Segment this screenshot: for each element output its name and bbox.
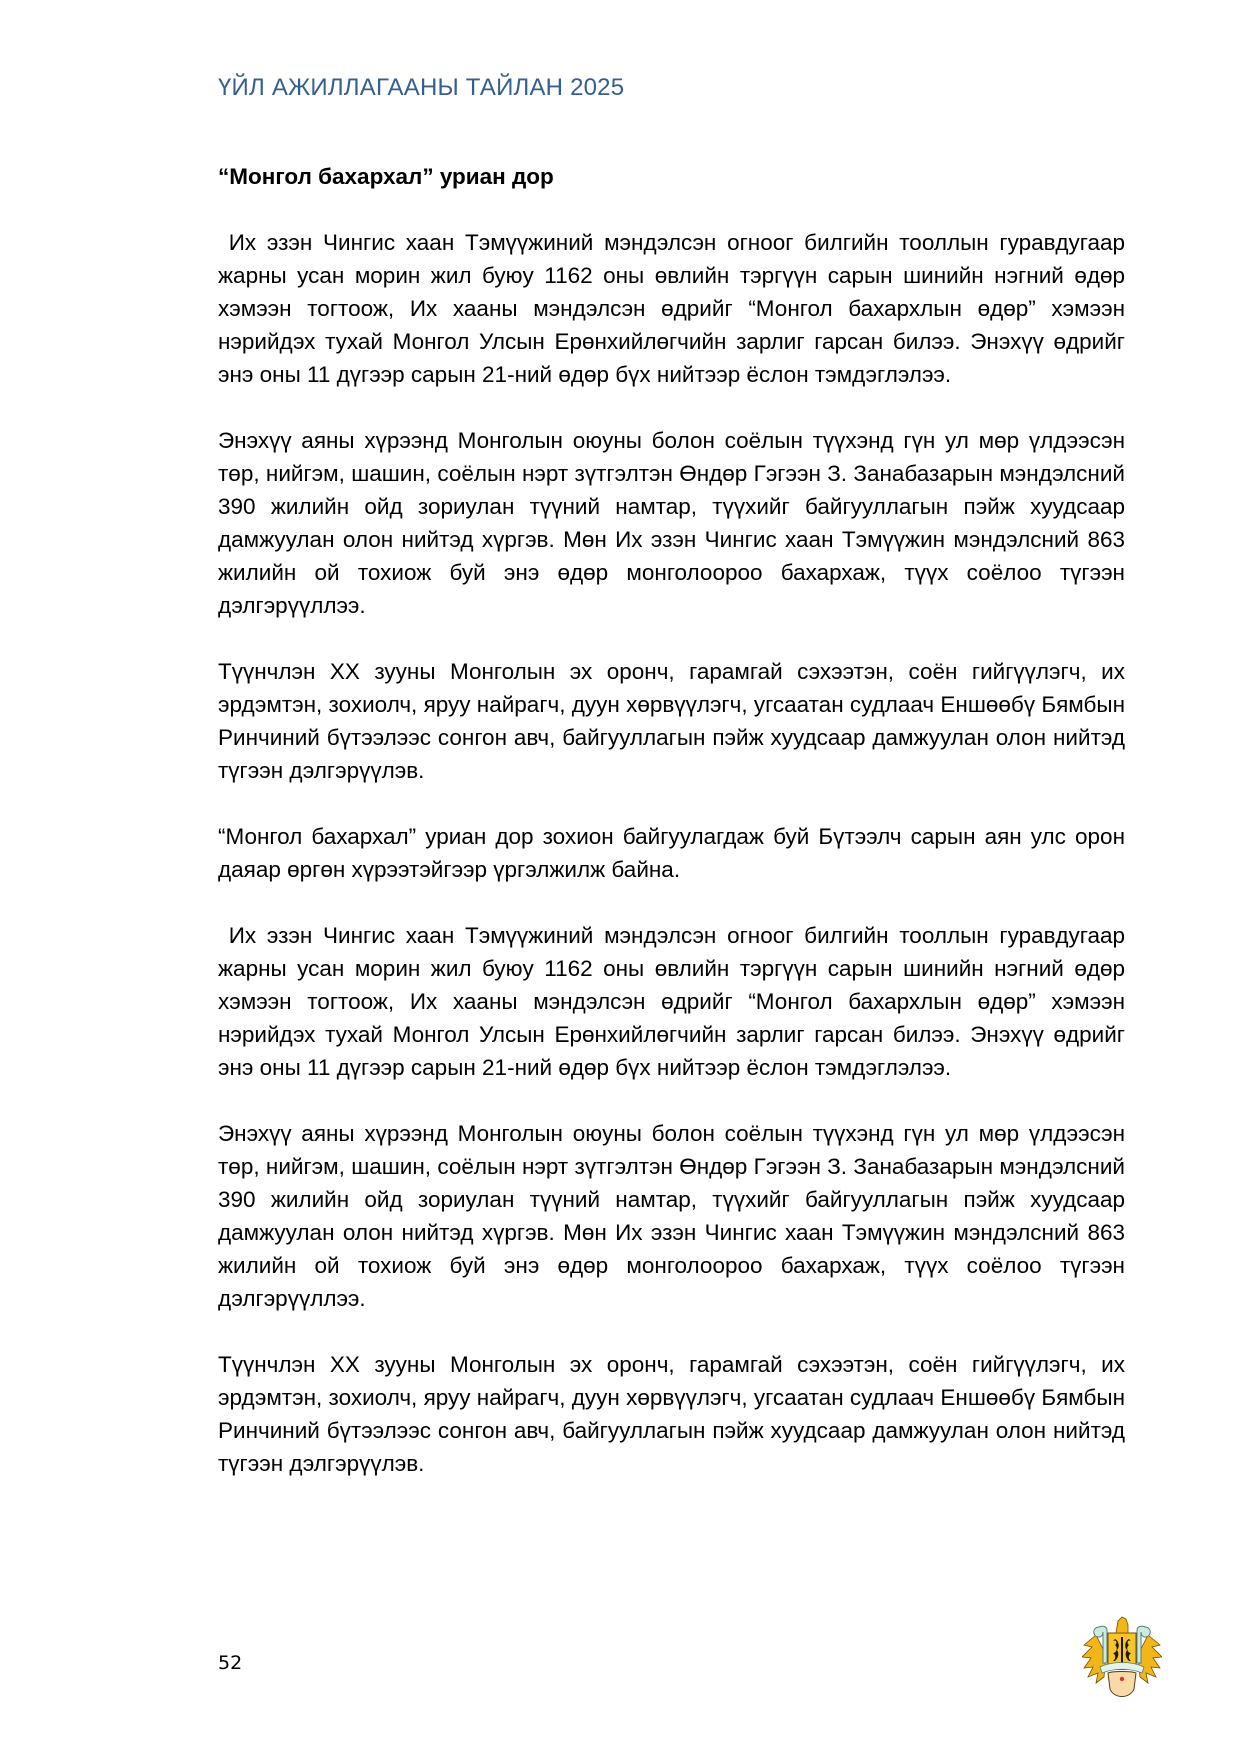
running-header: ҮЙЛ АЖИЛЛАГААНЫ ТАЙЛАН 2025 (218, 74, 625, 101)
section-heading: “Монгол бахархал” уриан дор (218, 164, 554, 189)
paragraph: Их эзэн Чингис хаан Тэмүүжиний мэндэлсэн огноог билгийн тооллын гуравдугаар жарны усан морин жил буюу 1162 оны өвлийн тэргүүн сарын шинийн нэгний өдөр хэмээн тогтоож, Их хааны мэндэлсэн өдрийг “Монгол бахархлын өдөр” хэмээн нэрийдэх тухай Монгол Улсын Ерөнхийлөгчийн зарлиг гарсан билээ. Энэхүү өдрийг энэ оны 11 дүгээр сарын 21-ний өдөр бүх нийтээр ёслон тэмдэглэлээ. (218, 923, 1132, 1080)
paragraph: Энэхүү аяны хүрээнд Монголын оюуны болон соёлын түүхэнд гүн ул мөр үлдээсэн төр, нийгэм, шашин, соёлын нэрт зүтгэлтэн Өндөр Гэгээн З. Занабазарын мэндэлсний 390 жилийн ойд зориулан түүний намтар, түүхийг байгууллагын пэйж хуудсаар дамжуулан олон нийтэд хүргэв. Мөн Их эзэн Чингис хаан Тэмүүжин мэндэлсний 863 жилийн ой тохиож буй энэ өдөр монголоороо бахархаж, түүх соёлоо түгээн дэлгэрүүллээ. (218, 1121, 1125, 1311)
organization-emblem-icon (1082, 1615, 1162, 1705)
paragraph: Их эзэн Чингис хаан Тэмүүжиний мэндэлсэн огноог билгийн тооллын гуравдугаар жарны усан морин жил буюу 1162 оны өвлийн тэргүүн сарын шинийн нэгний өдөр хэмээн тогтоож, Их хааны мэндэлсэн өдрийг “Монгол бахархлын өдөр” хэмээн нэрийдэх тухай Монгол Улсын Ерөнхийлөгчийн зарлиг гарсан билээ. Энэхүү өдрийг энэ оны 11 дүгээр сарын 21-ний өдөр бүх нийтээр ёслон тэмдэглэлээ. (218, 230, 1132, 387)
paragraph: Энэхүү аяны хүрээнд Монголын оюуны болон соёлын түүхэнд гүн ул мөр үлдээсэн төр, нийгэм, шашин, соёлын нэрт зүтгэлтэн Өндөр Гэгээн З. Занабазарын мэндэлсний 390 жилийн ойд зориулан түүний намтар, түүхийг байгууллагын пэйж хуудсаар дамжуулан олон нийтэд хүргэв. Мөн Их эзэн Чингис хаан Тэмүүжин мэндэлсний 863 жилийн ой тохиож буй энэ өдөр монголоороо бахархаж, түүх соёлоо түгээн дэлгэрүүллээ. (218, 428, 1125, 618)
paragraph: Түүнчлэн XX зууны Монголын эх оронч, гарамгай сэхээтэн, соён гийгүүлэгч, их эрдэмтэн, зохиолч, яруу найрагч, дуун хөрвүүлэгч, угсаатан судлаач Еншөөбү Бямбын Ринчиний бүтээлээс сонгон авч, байгууллагын пэйж хуудсаар дамжуулан олон нийтэд түгээн дэлгэрүүлэв. (218, 659, 1125, 783)
paragraph: “Монгол бахархал” уриан дор зохион байгуулагдаж буй Бүтээлч сарын аян улс орон даяар өргөн хүрээтэйгээр үргэлжилж байна. (218, 824, 1125, 882)
paragraph: Түүнчлэн XX зууны Монголын эх оронч, гарамгай сэхээтэн, соён гийгүүлэгч, их эрдэмтэн, зохиолч, яруу найрагч, дуун хөрвүүлэгч, угсаатан судлаач Еншөөбү Бямбын Ринчиний бүтээлээс сонгон авч, байгууллагын пэйж хуудсаар дамжуулан олон нийтэд түгээн дэлгэрүүлэв. (218, 1352, 1125, 1476)
section-content (218, 160, 1132, 1513)
page-number: 52 (218, 1652, 243, 1674)
